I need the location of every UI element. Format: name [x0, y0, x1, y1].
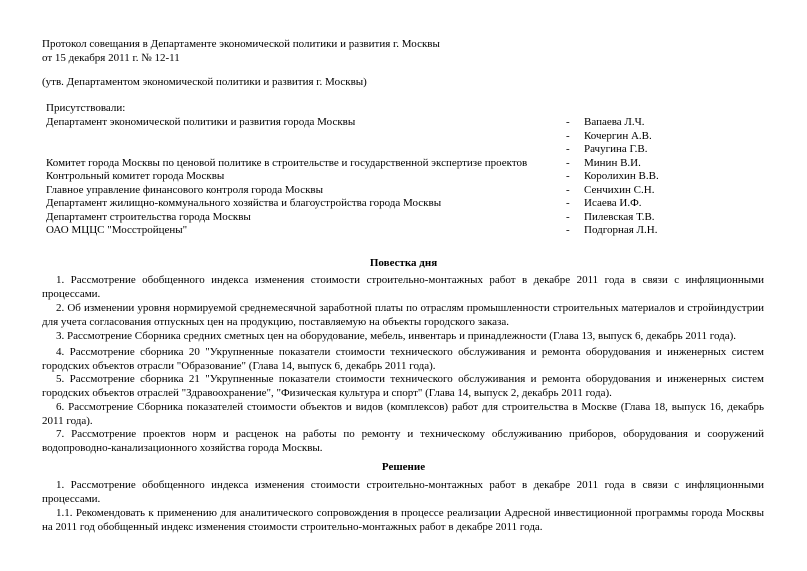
attendance-name: Минин В.И.: [584, 156, 641, 169]
attendance-name: Вапаева Л.Ч.: [584, 116, 645, 128]
agenda-item: 5. Рассмотрение сборника 21 "Укрупненные показатели стоимости технического обслуживания и ремонта оборудования и инженерных систем городских объектов отраслей "Здравоохранение", "Физическая культура и спорт" (Глава 14, выпуск 2, декабрь 2011 года).: [42, 373, 764, 399]
attendance-org: Главное управление финансового контроля города Москвы: [46, 183, 324, 196]
approval-note: (утв. Департаментом экономической политики и развития г. Москвы): [42, 76, 367, 88]
decision-heading: Решение: [381, 461, 426, 473]
attendance-row: [0, 184, 807, 197]
attendance-row: [0, 143, 807, 156]
attendance-row: [0, 224, 807, 237]
attendance-name: Пилевская Т.В.: [584, 210, 655, 223]
decision-item: 1.1. Рекомендовать к применению для аналитического сопровождения в процессе реализации Адресной инвестиционной программы города Москвы на 2011 год обобщенный индекс изменения стоимости строительно-монтажных работ в декабре 2011 года.: [42, 507, 764, 533]
agenda-item: 4. Рассмотрение сборника 20 "Укрупненные показатели стоимости технического обслуживания и ремонта оборудования и инженерных систем городских объектов отрасли "Образование" (Глава 14, выпуск 6, декабрь 2011 года).: [42, 346, 764, 372]
attendance-row: [0, 130, 807, 143]
attendance-org: Департамент экономической политики и развития города Москвы: [46, 116, 356, 128]
attendance-name: Подгорная Л.Н.: [584, 224, 658, 236]
attendance-org: Департамент строительства города Москвы: [46, 210, 251, 223]
attendance-dash: -: [566, 170, 570, 182]
document-title: Протокол совещания в Департаменте экономической политики и развития г. Москвы: [42, 38, 440, 50]
attendance-org: Департамент жилищно-коммунального хозяйства и благоустройства города Москвы: [46, 197, 442, 209]
attendance-org: ОАО МЦЦС "Мосстройцены": [46, 224, 188, 236]
attendance-name: Исаева И.Ф.: [584, 197, 642, 209]
document-date-number: от 15 декабря 2011 г. № 12-11: [42, 52, 180, 64]
attendance-org: Контрольный комитет города Москвы: [46, 170, 225, 182]
attendance-name: Рачугина Г.В.: [584, 143, 648, 155]
attendance-row: [0, 170, 807, 183]
attendance-dash: -: [566, 143, 570, 155]
attendance-name: Кочергин А.В.: [584, 129, 652, 142]
attendance-row: [0, 116, 807, 129]
attendance-org: Комитет города Москвы по ценовой политике в строительстве и государственной экспертизе проектов: [46, 156, 528, 169]
attendance-dash: -: [566, 156, 570, 169]
agenda-item: 1. Рассмотрение обобщенного индекса изменения стоимости строительно-монтажных работ в декабре 2011 года в связи с инфляционными процессами.: [42, 274, 764, 300]
agenda-item: 7. Рассмотрение проектов норм и расценок на работы по ремонту и техническому обслуживанию приборов, оборудования и сооружений водопроводно-канализационного хозяйства города Москвы.: [42, 428, 764, 454]
agenda-item: 2. Об изменении уровня нормируемой среднемесячной заработной платы по отраслям промышленности строительных материалов и стройиндустрии для учета согласования отпускных цен на продукцию, поставляемую на объекты городского заказа.: [42, 302, 764, 328]
attendance-dash: -: [566, 116, 570, 128]
attendance-dash: -: [566, 183, 570, 196]
attendance-name: Королихин В.В.: [584, 170, 659, 182]
attendance-dash: -: [566, 224, 570, 236]
agenda-item: 6. Рассмотрение Сборника показателей стоимости объектов и видов (комплексов) работ для строительства в Москве (Глава 18, выпуск 16, декабрь 2011 года).: [42, 401, 764, 427]
decision-item: 1. Рассмотрение обобщенного индекса изменения стоимости строительно-монтажных работ в декабре 2011 года в связи с инфляционными процессами.: [42, 479, 764, 505]
attendance-dash: -: [566, 210, 570, 223]
attendance-dash: -: [566, 129, 570, 142]
attendance-row: [0, 197, 807, 210]
attendance-row: [0, 157, 807, 170]
attendance-row: [0, 211, 807, 224]
attendance-dash: -: [566, 197, 570, 209]
agenda-heading: Повестка дня: [369, 257, 438, 269]
agenda-item: 3. Рассмотрение Сборника средних сметных цен на оборудование, мебель, инвентарь и принадлежности (Глава 13, выпуск 6, декабрь 2011 года).: [56, 330, 737, 342]
attendance-label: Присутствовали:: [46, 102, 126, 114]
attendance-name: Сенчихин С.Н.: [584, 183, 655, 196]
